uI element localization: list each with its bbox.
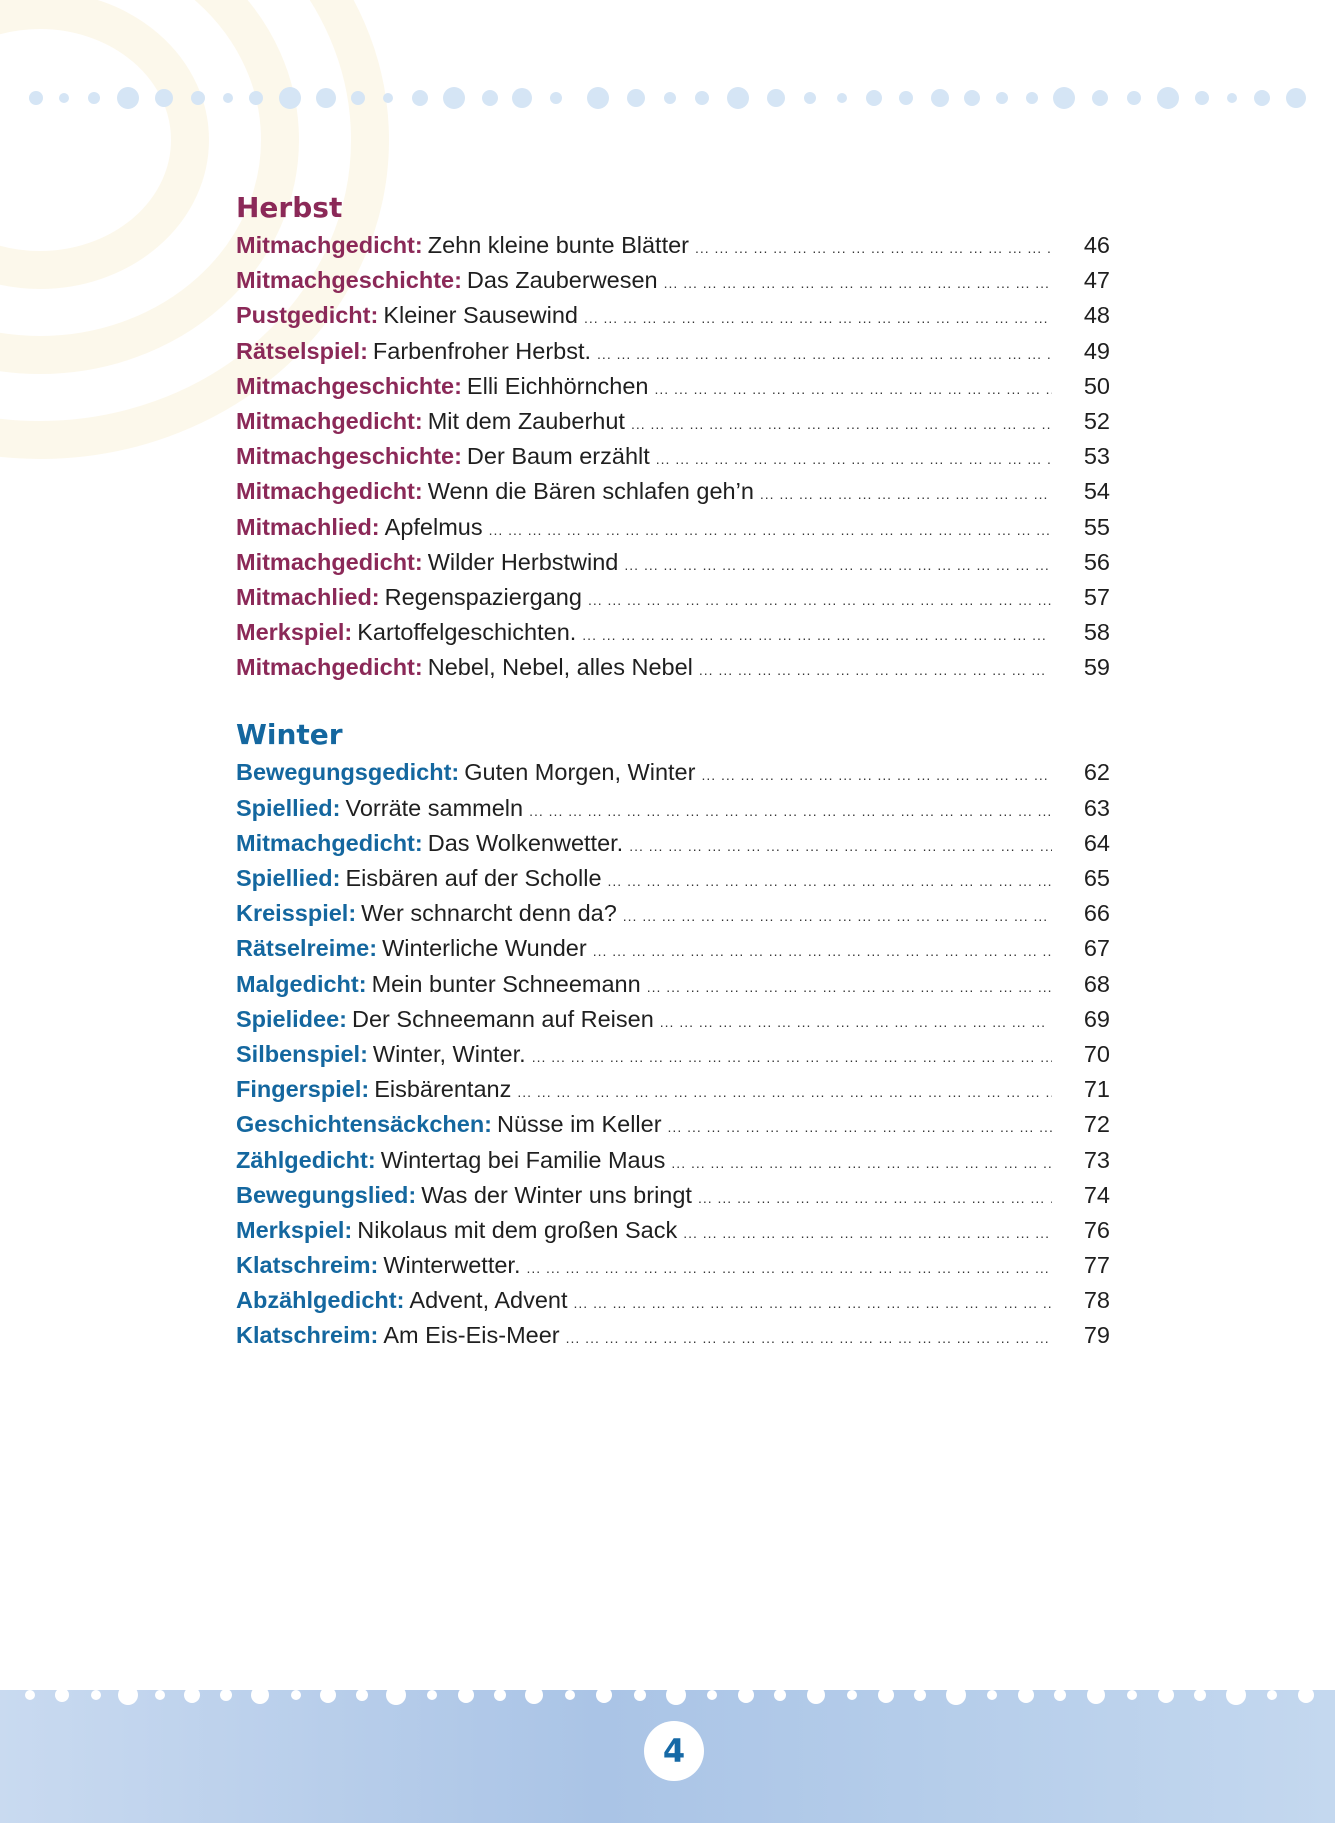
dot-leader [593,934,1052,969]
entry-label: Mitmachlied: [236,583,380,610]
dot-leader [532,1040,1052,1075]
entry-label: Klatschreim: [236,1252,379,1279]
entry-label: Bewegungsgedicht: [236,759,460,786]
toc-entry[interactable] [236,861,1110,896]
entry-label: Rätselreime: [236,935,378,962]
entry-page: 66 [1083,900,1110,927]
entry-label: Geschichtensäckchen: [236,1111,492,1138]
entry-page: 47 [1083,267,1110,294]
entry-page: 53 [1083,443,1110,470]
toc-entry[interactable] [236,1248,1110,1283]
toc-entry[interactable] [236,298,1110,333]
entry-title: Zehn kleine bunte Blätter [427,232,689,258]
entry-label: Kreisspiel: [236,900,357,927]
entry-title: Regenspaziergang [384,583,582,610]
entry-label: Mitmachgeschichte: [236,267,462,294]
dot-leader [517,1075,1052,1110]
entry-page: 71 [1083,1076,1110,1103]
entry-label: Silbenspiel: [236,1040,368,1067]
bottom-dot-border [0,1675,1335,1715]
entry-page: 55 [1083,513,1110,540]
entry-label: Mitmachgedicht: [236,232,423,258]
toc-entry[interactable] [236,1213,1110,1248]
entry-page: 65 [1083,865,1110,891]
dot-leader [647,970,1052,1005]
entry-label: Pustgedicht: [236,302,379,329]
entry-page: 68 [1083,970,1110,997]
toc-entry[interactable] [236,1283,1110,1318]
entry-page: 52 [1083,407,1110,434]
dot-leader [597,337,1052,372]
entry-title: Elli Eichhörnchen [466,372,649,399]
entry-label: Mitmachgedicht: [236,407,423,434]
entry-label: Klatschreim: [236,1322,379,1349]
entry-page: 46 [1083,232,1110,258]
toc-entry[interactable] [236,439,1110,474]
entry-label: Mitmachgedicht: [236,829,423,856]
entry-page: 54 [1083,478,1110,505]
toc-entry[interactable] [236,791,1110,826]
entry-page: 72 [1083,1111,1110,1138]
entry-page: 63 [1083,794,1110,821]
section-winter [236,717,1110,1353]
section-title-winter: Winter [236,718,343,752]
page-number: 4 [644,1721,704,1781]
dot-leader [629,829,1052,864]
entry-label: Mitmachgeschichte: [236,443,462,470]
entry-page: 73 [1083,1146,1110,1173]
entry-title: Kleiner Sausewind [383,302,578,329]
dot-leader [668,1110,1052,1145]
toc-entry[interactable] [236,615,1110,650]
entry-label: Spielidee: [236,1005,348,1032]
dot-leader [664,266,1052,301]
entry-label: Merkspiel: [236,619,353,646]
entry-label: Malgedicht: [236,970,367,997]
dot-leader [660,1005,1052,1040]
dot-leader [584,301,1052,336]
entry-title: Eisbären auf der Scholle [345,865,602,891]
entry-label: Spiellied: [236,794,341,821]
dot-leader [701,758,1052,793]
toc-entry[interactable] [236,474,1110,509]
entry-page: 58 [1083,619,1110,646]
entry-page: 70 [1083,1040,1110,1067]
dot-leader [624,548,1052,583]
toc-entry[interactable] [236,1107,1110,1142]
entry-title: Mit dem Zauberhut [427,407,625,434]
dot-leader [623,899,1052,934]
entry-title: Kartoffelgeschichten. [357,619,577,646]
entry-page: 64 [1083,829,1110,856]
entry-title: Nikolaus mit dem großen Sack [357,1216,678,1243]
entry-page: 57 [1083,583,1110,610]
entry-label: Zählgedicht: [236,1146,376,1173]
dot-leader [588,583,1052,618]
entry-label: Fingerspiel: [236,1076,370,1103]
entry-title: Wintertag bei Familie Maus [380,1146,666,1173]
toc-entry[interactable] [236,1143,1110,1178]
entry-title: Mein bunter Schneemann [371,970,641,997]
dot-leader [698,1181,1052,1216]
entry-page: 74 [1083,1181,1110,1208]
dot-leader [574,1286,1052,1321]
dot-leader [695,231,1052,266]
entry-page: 67 [1083,935,1110,962]
entry-title: Wer schnarcht denn da? [361,900,617,927]
toc-entry[interactable] [236,755,1110,790]
toc-entry[interactable] [236,510,1110,545]
entry-title: Der Schneemann auf Reisen [352,1005,654,1032]
entry-title: Was der Winter uns bringt [421,1181,692,1208]
entry-label: Bewegungslied: [236,1181,417,1208]
dot-leader [683,1216,1052,1251]
entry-title: Nüsse im Keller [497,1111,662,1138]
toc-entry[interactable] [236,334,1110,369]
entry-title: Winterliche Wunder [382,935,587,962]
entry-title: Winter, Winter. [372,1040,526,1067]
entry-label: Mitmachgedicht: [236,478,423,505]
entry-page: 79 [1083,1322,1110,1349]
toc-entry[interactable] [236,1178,1110,1213]
toc-entry[interactable] [236,228,1110,263]
entry-label: Mitmachgedicht: [236,548,423,575]
dot-leader [582,618,1052,653]
entry-title: Wilder Herbstwind [427,548,619,575]
toc-entry[interactable] [236,1072,1110,1107]
dot-leader [529,794,1052,829]
entry-title: Farbenfroher Herbst. [372,337,592,364]
entry-label: Mitmachlied: [236,513,380,540]
entry-title: Eisbärentanz [374,1076,512,1103]
entry-title: Advent, Advent [409,1287,568,1314]
toc-entry[interactable] [236,580,1110,615]
dot-leader [566,1321,1052,1356]
toc-entry[interactable] [236,967,1110,1002]
entry-title: Am Eis-Eis-Meer [383,1322,560,1349]
entry-page: 48 [1083,302,1110,329]
entry-title: Das Wolkenwetter. [427,829,624,856]
section-herbst [236,190,1110,685]
dot-leader [655,372,1053,407]
toc-entry[interactable] [236,826,1110,861]
toc-entry[interactable] [236,650,1110,685]
entry-label: Mitmachgedicht: [236,654,423,681]
dot-leader [699,653,1052,688]
toc-entry[interactable] [236,263,1110,298]
entry-page: 76 [1083,1216,1110,1243]
toc-entry[interactable] [236,545,1110,580]
entry-title: Vorräte sammeln [345,794,524,821]
toc-entry[interactable] [236,404,1110,439]
entry-title: Nebel, Nebel, alles Nebel [427,654,693,681]
toc-entry[interactable] [236,931,1110,966]
entry-page: 77 [1083,1252,1110,1279]
entry-page: 56 [1083,548,1110,575]
entry-label: Rätselspiel: [236,337,368,364]
entry-page: 49 [1083,337,1110,364]
dot-leader [489,513,1052,548]
entry-title: Winterwetter. [383,1252,521,1279]
entry-title: Guten Morgen, Winter [464,759,696,786]
dot-leader [760,477,1052,512]
entry-page: 69 [1083,1005,1110,1032]
entry-page: 78 [1083,1287,1110,1314]
entry-title: Wenn die Bären schlafen geh’n [427,478,754,505]
toc-entry[interactable] [236,1002,1110,1037]
entry-title: Apfelmus [384,513,483,540]
entry-label: Spiellied: [236,865,341,891]
toc-entry[interactable] [236,896,1110,931]
entry-page: 50 [1083,372,1110,399]
dot-leader [608,864,1052,899]
entry-label: Mitmachgeschichte: [236,372,462,399]
top-dot-border [0,78,1335,118]
table-of-contents [236,190,1110,1354]
entry-title: Der Baum erzählt [466,443,650,470]
entry-label: Abzählgedicht: [236,1287,405,1314]
dot-leader [631,407,1052,442]
dot-leader [671,1146,1052,1181]
entry-page: 62 [1083,759,1110,786]
entry-title: Das Zauberwesen [466,267,658,294]
toc-entry[interactable] [236,1037,1110,1072]
dot-leader [526,1251,1052,1286]
entry-label: Merkspiel: [236,1216,353,1243]
dot-leader [656,442,1052,477]
entry-page: 59 [1083,654,1110,681]
toc-entry[interactable] [236,1318,1110,1353]
toc-entry[interactable] [236,369,1110,404]
section-title-herbst: Herbst [236,191,343,224]
